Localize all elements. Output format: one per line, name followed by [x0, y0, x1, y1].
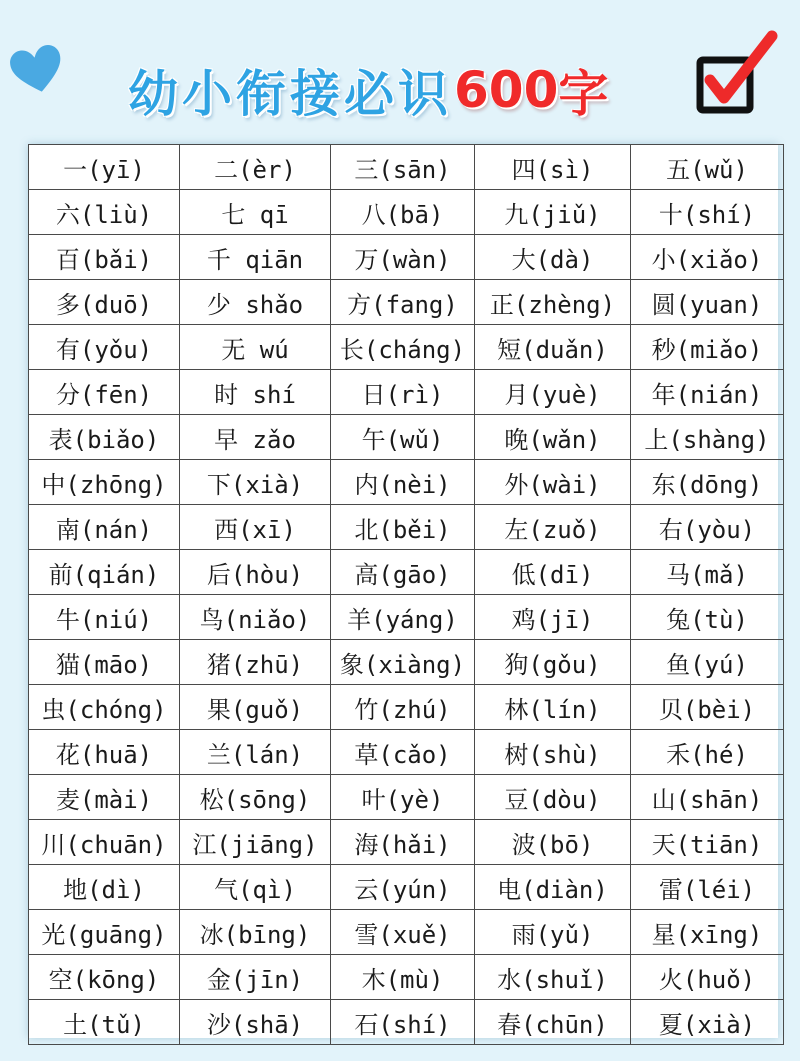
character-cell: 无 wú [180, 325, 331, 370]
character-cell: 地(dì) [29, 865, 180, 910]
character-cell: 方(fang) [331, 280, 475, 325]
character-cell: 金(jīn) [180, 955, 331, 1000]
table-row [29, 370, 784, 415]
character-cell: 正(zhèng) [475, 280, 631, 325]
title-number: 600 [454, 61, 559, 119]
table-row [29, 190, 784, 235]
table-row [29, 865, 784, 910]
title-chinese: 幼小衔接必识 [128, 65, 452, 123]
heart-icon [8, 42, 66, 96]
character-cell: 北(běi) [331, 505, 475, 550]
character-cell: 贝(bèi) [631, 685, 784, 730]
character-cell: 前(qián) [29, 550, 180, 595]
character-cell: 晚(wǎn) [475, 415, 631, 460]
character-cell: 内(nèi) [331, 460, 475, 505]
character-cell: 秒(miǎo) [631, 325, 784, 370]
character-cell: 后(hòu) [180, 550, 331, 595]
table-row [29, 955, 784, 1000]
table-row [29, 730, 784, 775]
table-row [29, 820, 784, 865]
character-cell: 中(zhōng) [29, 460, 180, 505]
character-cell: 象(xiàng) [331, 640, 475, 685]
table-row [29, 550, 784, 595]
character-cell: 云(yún) [331, 865, 475, 910]
character-cell: 百(bǎi) [29, 235, 180, 280]
character-cell: 土(tǔ) [29, 1000, 180, 1045]
character-cell: 海(hǎi) [331, 820, 475, 865]
table-row [29, 145, 784, 190]
character-cell: 东(dōng) [631, 460, 784, 505]
character-cell: 万(wàn) [331, 235, 475, 280]
character-cell: 夏(xià) [631, 1000, 784, 1045]
table-row [29, 685, 784, 730]
character-cell: 多(duō) [29, 280, 180, 325]
character-table-container [28, 144, 778, 1038]
character-cell: 月(yuè) [475, 370, 631, 415]
character-cell: 圆(yuan) [631, 280, 784, 325]
character-cell: 波(bō) [475, 820, 631, 865]
character-cell: 木(mù) [331, 955, 475, 1000]
character-cell: 牛(niú) [29, 595, 180, 640]
character-cell: 松(sōng) [180, 775, 331, 820]
table-row [29, 505, 784, 550]
character-cell: 下(xià) [180, 460, 331, 505]
character-cell: 早 zǎo [180, 415, 331, 460]
character-cell: 马(mǎ) [631, 550, 784, 595]
character-cell: 叶(yè) [331, 775, 475, 820]
table-row [29, 325, 784, 370]
character-cell: 低(dī) [475, 550, 631, 595]
character-cell: 冰(bīng) [180, 910, 331, 955]
character-cell: 长(cháng) [331, 325, 475, 370]
table-row [29, 280, 784, 325]
table-row [29, 235, 784, 280]
character-cell: 羊(yáng) [331, 595, 475, 640]
character-cell: 十(shí) [631, 190, 784, 235]
character-cell: 小(xiǎo) [631, 235, 784, 280]
character-cell: 竹(zhú) [331, 685, 475, 730]
page-title [128, 50, 608, 130]
character-cell: 南(nán) [29, 505, 180, 550]
character-cell: 鸡(jī) [475, 595, 631, 640]
character-cell: 兔(tù) [631, 595, 784, 640]
character-cell: 短(duǎn) [475, 325, 631, 370]
character-cell: 空(kōng) [29, 955, 180, 1000]
character-cell: 雨(yǔ) [475, 910, 631, 955]
title-character: 字 [558, 65, 609, 123]
character-cell: 豆(dòu) [475, 775, 631, 820]
table-row [29, 460, 784, 505]
character-cell: 时 shí [180, 370, 331, 415]
character-cell: 大(dà) [475, 235, 631, 280]
character-cell: 虫(chóng) [29, 685, 180, 730]
character-cell: 上(shàng) [631, 415, 784, 460]
character-cell: 猫(māo) [29, 640, 180, 685]
character-cell: 春(chūn) [475, 1000, 631, 1045]
character-cell: 麦(mài) [29, 775, 180, 820]
character-cell: 电(diàn) [475, 865, 631, 910]
character-cell: 火(huǒ) [631, 955, 784, 1000]
character-cell: 光(guāng) [29, 910, 180, 955]
character-cell: 少 shǎo [180, 280, 331, 325]
character-cell: 年(nián) [631, 370, 784, 415]
character-cell: 二(èr) [180, 145, 331, 190]
character-cell: 川(chuān) [29, 820, 180, 865]
character-cell: 石(shí) [331, 1000, 475, 1045]
character-cell: 沙(shā) [180, 1000, 331, 1045]
table-row [29, 1000, 784, 1045]
character-cell: 猪(zhū) [180, 640, 331, 685]
character-cell: 表(biǎo) [29, 415, 180, 460]
table-row [29, 595, 784, 640]
character-cell: 草(cǎo) [331, 730, 475, 775]
character-cell: 七 qī [180, 190, 331, 235]
character-cell: 五(wǔ) [631, 145, 784, 190]
character-cell: 水(shuǐ) [475, 955, 631, 1000]
character-cell: 果(guǒ) [180, 685, 331, 730]
character-cell: 林(lín) [475, 685, 631, 730]
character-cell: 狗(gǒu) [475, 640, 631, 685]
table-row [29, 775, 784, 820]
character-cell: 外(wài) [475, 460, 631, 505]
character-cell: 雪(xuě) [331, 910, 475, 955]
character-table [28, 144, 784, 1045]
character-cell: 天(tiān) [631, 820, 784, 865]
checkmark-box-icon [696, 30, 780, 122]
character-cell: 四(sì) [475, 145, 631, 190]
character-cell: 西(xī) [180, 505, 331, 550]
character-cell: 鱼(yú) [631, 640, 784, 685]
character-cell: 右(yòu) [631, 505, 784, 550]
character-cell: 左(zuǒ) [475, 505, 631, 550]
table-row [29, 415, 784, 460]
character-cell: 花(huā) [29, 730, 180, 775]
character-cell: 九(jiǔ) [475, 190, 631, 235]
character-cell: 树(shù) [475, 730, 631, 775]
character-cell: 雷(léi) [631, 865, 784, 910]
table-row [29, 640, 784, 685]
character-cell: 山(shān) [631, 775, 784, 820]
character-cell: 午(wǔ) [331, 415, 475, 460]
character-cell: 日(rì) [331, 370, 475, 415]
character-cell: 一(yī) [29, 145, 180, 190]
character-cell: 气(qì) [180, 865, 331, 910]
character-cell: 高(gāo) [331, 550, 475, 595]
character-cell: 三(sān) [331, 145, 475, 190]
character-cell: 兰(lán) [180, 730, 331, 775]
character-cell: 有(yǒu) [29, 325, 180, 370]
table-row [29, 910, 784, 955]
character-cell: 六(liù) [29, 190, 180, 235]
character-cell: 鸟(niǎo) [180, 595, 331, 640]
character-cell: 八(bā) [331, 190, 475, 235]
character-cell: 江(jiāng) [180, 820, 331, 865]
character-cell: 禾(hé) [631, 730, 784, 775]
character-cell: 星(xīng) [631, 910, 784, 955]
character-cell: 千 qiān [180, 235, 331, 280]
character-cell: 分(fēn) [29, 370, 180, 415]
